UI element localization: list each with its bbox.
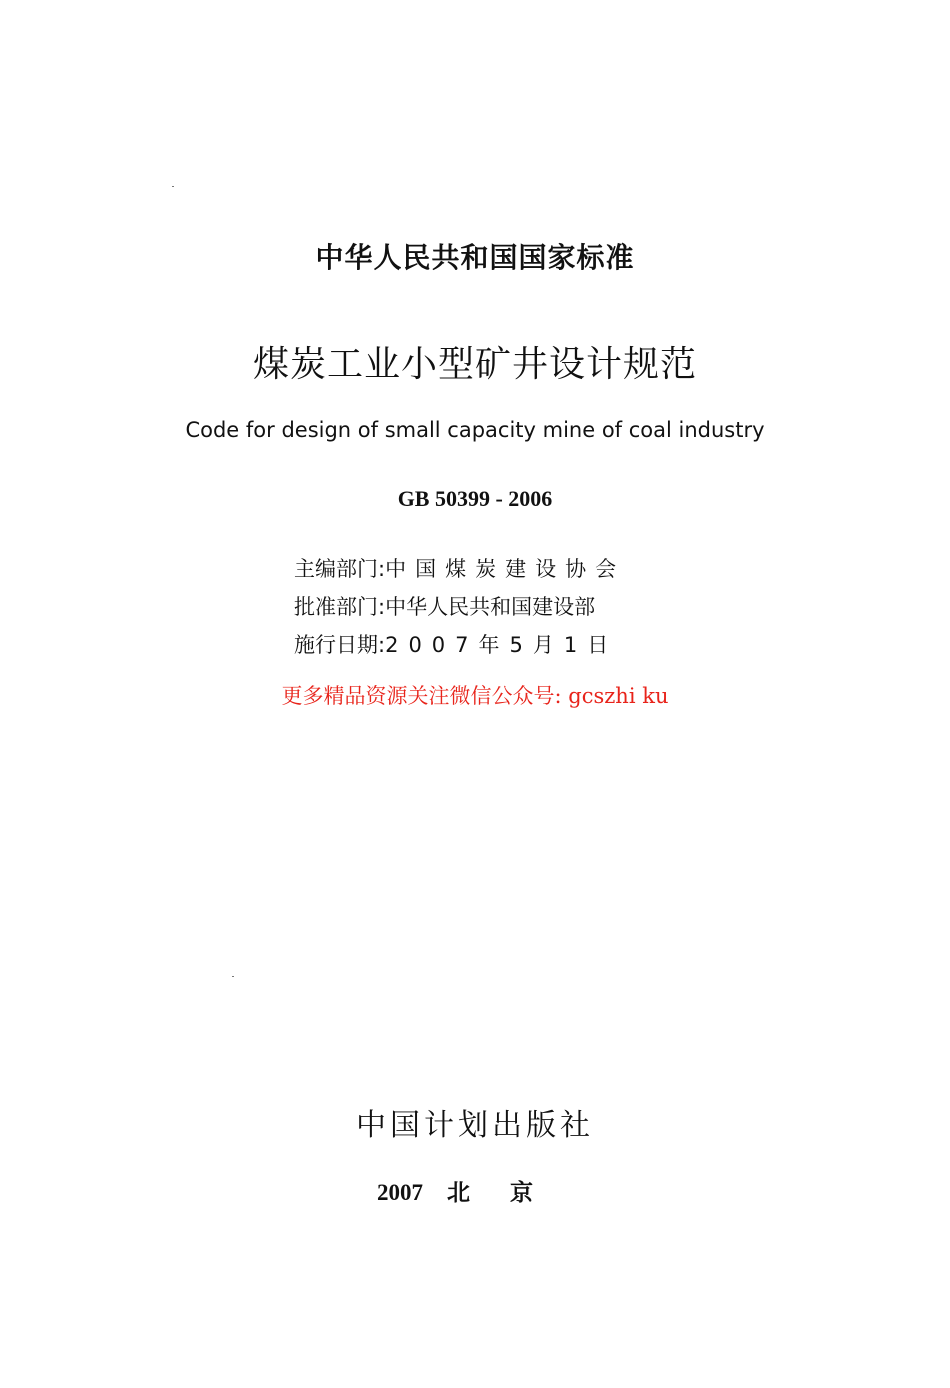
chief-editor-row	[294, 550, 694, 588]
approver-label: 批准部门:	[294, 595, 386, 619]
imprint-year: 2007	[377, 1180, 423, 1205]
scan-speck	[172, 186, 174, 187]
approver-value: 中华人民共和国建设部	[385, 595, 596, 619]
approver-row	[294, 588, 694, 626]
title-english: Code for design of small capacity mine of coal industry	[185, 418, 765, 442]
scan-speck	[232, 976, 234, 977]
effective-date-value: 2007年5月1日	[385, 633, 619, 657]
title-chinese: 煤炭工业小型矿井设计规范	[252, 344, 697, 385]
imprint-line	[0, 1174, 950, 1207]
publisher-name: 中国计划出版社	[356, 1108, 594, 1143]
imprint-city: 北京	[447, 1180, 573, 1206]
standard-code: GB 50399 - 2006	[397, 486, 553, 511]
effective-date-label: 施行日期:	[294, 633, 386, 657]
watermark-text: 更多精品资源关注微信公众号: gcszhi ku	[281, 684, 669, 708]
effective-date-row	[294, 626, 694, 664]
chief-editor-value: 中国煤炭建设协会	[385, 557, 626, 581]
chief-editor-label: 主编部门:	[294, 557, 386, 581]
national-standard-heading: 中华人民共和国国家标准	[315, 241, 635, 274]
info-block	[294, 550, 694, 664]
